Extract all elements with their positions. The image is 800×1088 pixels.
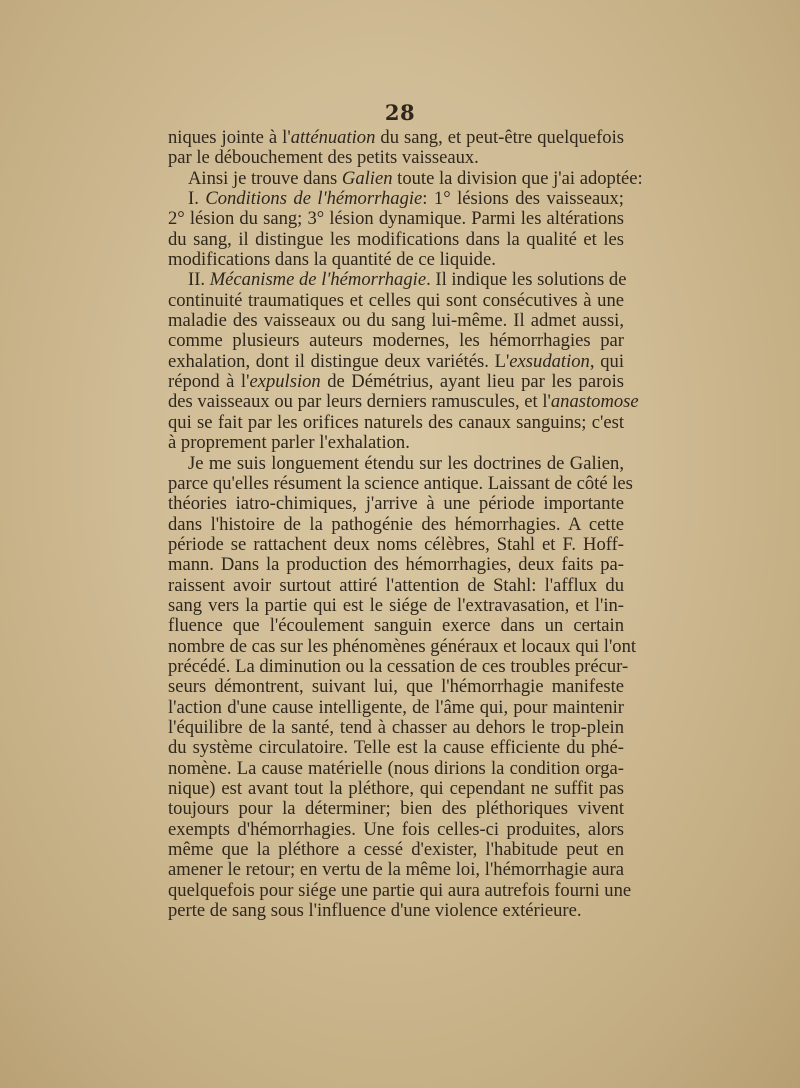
text-span: période se rattachent deux noms célèbres, Stahl et F. Hoff-: [168, 533, 624, 555]
text-span: qui se fait par les orifices naturels des canaux sanguins; c'est: [168, 411, 624, 433]
text-span: parce qu'elles résument la science antique. Laissant de côté les: [168, 472, 633, 494]
text-span: mann. Dans la production des hémorrhagies, deux faits pa-: [168, 554, 624, 576]
text-span: Je me suis longuement étendu sur les doctrines de Galien,: [188, 452, 624, 474]
text-span: . Il indique les solutions de: [426, 269, 627, 291]
text-line: [168, 879, 632, 901]
text-span: dans l'histoire de la pathogénie des hémorrhagies. A cette: [168, 513, 624, 535]
text-span: l'action d'une cause intelligente, de l'âme qui, pour maintenir: [168, 696, 624, 718]
text-span: perte de sang sous l'influence d'une violence extérieure.: [168, 900, 582, 922]
text-line: [168, 352, 624, 372]
text-line: [168, 698, 624, 718]
text-line: [168, 372, 624, 392]
italic-span: exsudation: [509, 350, 590, 372]
text-span: 2° lésion du sang; 3° lésion dynamique. Parmi les altérations: [168, 208, 624, 230]
text-line: [168, 860, 624, 880]
text-span: amener le retour; en vertu de la même loi, l'hémorrhagie aura: [168, 859, 624, 881]
text-line: [168, 209, 624, 229]
text-span: du sang, il distingue les modifications dans la qualité et les: [168, 228, 624, 250]
text-span: à proprement parler l'exhalation.: [168, 432, 410, 454]
text-span: fluence que l'écoulement sanguin exerce dans un certain: [168, 615, 624, 637]
text-line: [168, 250, 624, 270]
text-span: toute la division que j'ai adoptée:: [392, 167, 643, 189]
text-line: [168, 738, 624, 758]
text-line: [168, 454, 624, 474]
text-span: exhalation, dont il distingue deux variétés. L': [168, 350, 510, 372]
text-span: du sang, et peut-être quelquefois: [375, 127, 624, 148]
text-line: [168, 655, 629, 677]
text-span: : 1° lésions des vaisseaux;: [422, 188, 624, 210]
text-span: toujours pour la déterminer; bien des pléthoriques vivent: [168, 798, 624, 820]
text-line: [168, 391, 639, 413]
page-number: 28: [384, 100, 416, 125]
text-span: précédé. La diminution ou la cessation de ces troubles précur-: [168, 655, 629, 677]
text-span: du système circulatoire. Telle est la cause efficiente du phé-: [168, 737, 624, 759]
text-span: par le débouchement des petits vaisseaux.: [168, 147, 479, 169]
text-span: nombre de cas sur les phénomènes généraux et locaux qui l'ont: [168, 635, 637, 657]
text-span: maladie des vaisseaux ou du sang lui-même. Il admet aussi,: [168, 310, 624, 332]
text-span: , qui: [589, 350, 624, 372]
text-span: même que la pléthore a cessé d'exister, l'habitude peut en: [168, 839, 624, 861]
text-span: nique) est avant tout la pléthore, qui cependant ne suffit pas: [168, 778, 624, 799]
text-span: I.: [188, 188, 206, 210]
text-line: [168, 291, 624, 311]
text-line: [168, 677, 624, 697]
text-line: [168, 494, 624, 514]
text-span: théories iatro-chimiques, j'arrive à une période importante: [168, 493, 624, 515]
text-line: [168, 635, 637, 657]
text-span: sang vers la partie qui est le siége de l'extravasation, et l'in-: [168, 594, 624, 616]
italic-span: anastomose: [550, 391, 639, 413]
text-line: [168, 759, 624, 779]
text-line: [168, 230, 624, 250]
text-line: [168, 128, 624, 148]
text-span: répond à l': [168, 371, 250, 393]
text-line: [168, 189, 624, 209]
text-span: des vaisseaux ou par leurs derniers ramuscules, et l': [168, 391, 551, 413]
text-span: quelquefois pour siége une partie qui aura autrefois fourni une: [168, 879, 632, 901]
text-line: [168, 433, 624, 453]
text-line: [168, 718, 624, 738]
text-line: [168, 413, 624, 433]
text-span: Ainsi je trouve dans: [188, 167, 342, 189]
text-span: niques jointe à l': [168, 127, 291, 148]
italic-span: Mécanisme de l'hémorrhagie: [209, 269, 427, 291]
text-line: [168, 331, 624, 351]
text-span: de Démétrius, ayant lieu par les parois: [320, 371, 624, 393]
text-span: modifications dans la quantité de ce liquide.: [168, 249, 496, 271]
text-line: [168, 515, 624, 535]
text-line: [168, 148, 624, 168]
text-span: continuité traumatiques et celles qui sont consécutives à une: [168, 289, 624, 311]
text-line: [168, 596, 624, 616]
text-span: II.: [188, 269, 210, 291]
text-span: seurs démontrent, suivant lui, que l'hémorrhagie manifeste: [168, 676, 624, 698]
text-span: exempts d'hémorrhagies. Une fois celles-ci produites, alors: [168, 818, 624, 840]
italic-span: expulsion: [249, 371, 321, 393]
text-line: [168, 472, 633, 494]
text-line: [168, 535, 624, 555]
italic-span: Conditions de l'hémorrhagie: [205, 188, 423, 210]
text-line: [168, 901, 624, 921]
text-line: [168, 576, 624, 596]
text-line: [168, 167, 643, 189]
italic-span: Galien: [341, 167, 393, 189]
body-text: [168, 127, 643, 922]
text-span: raissent avoir surtout attiré l'attention de Stahl: l'afflux du: [168, 574, 624, 596]
italic-span: atténuation: [290, 127, 376, 148]
text-line: [168, 840, 624, 860]
text-line: [168, 269, 627, 291]
text-span: nomène. La cause matérielle (nous dirions la condition orga-: [168, 757, 624, 779]
text-line: [168, 311, 624, 331]
text-line: [168, 616, 624, 636]
text-line: [168, 820, 624, 840]
text-line: [168, 555, 624, 575]
text-span: l'équilibre de la santé, tend à chasser au dehors le trop-plein: [168, 716, 624, 738]
text-span: comme plusieurs auteurs modernes, les hémorrhagies par: [168, 330, 624, 352]
text-line: [168, 799, 624, 819]
text-line: [168, 779, 624, 799]
